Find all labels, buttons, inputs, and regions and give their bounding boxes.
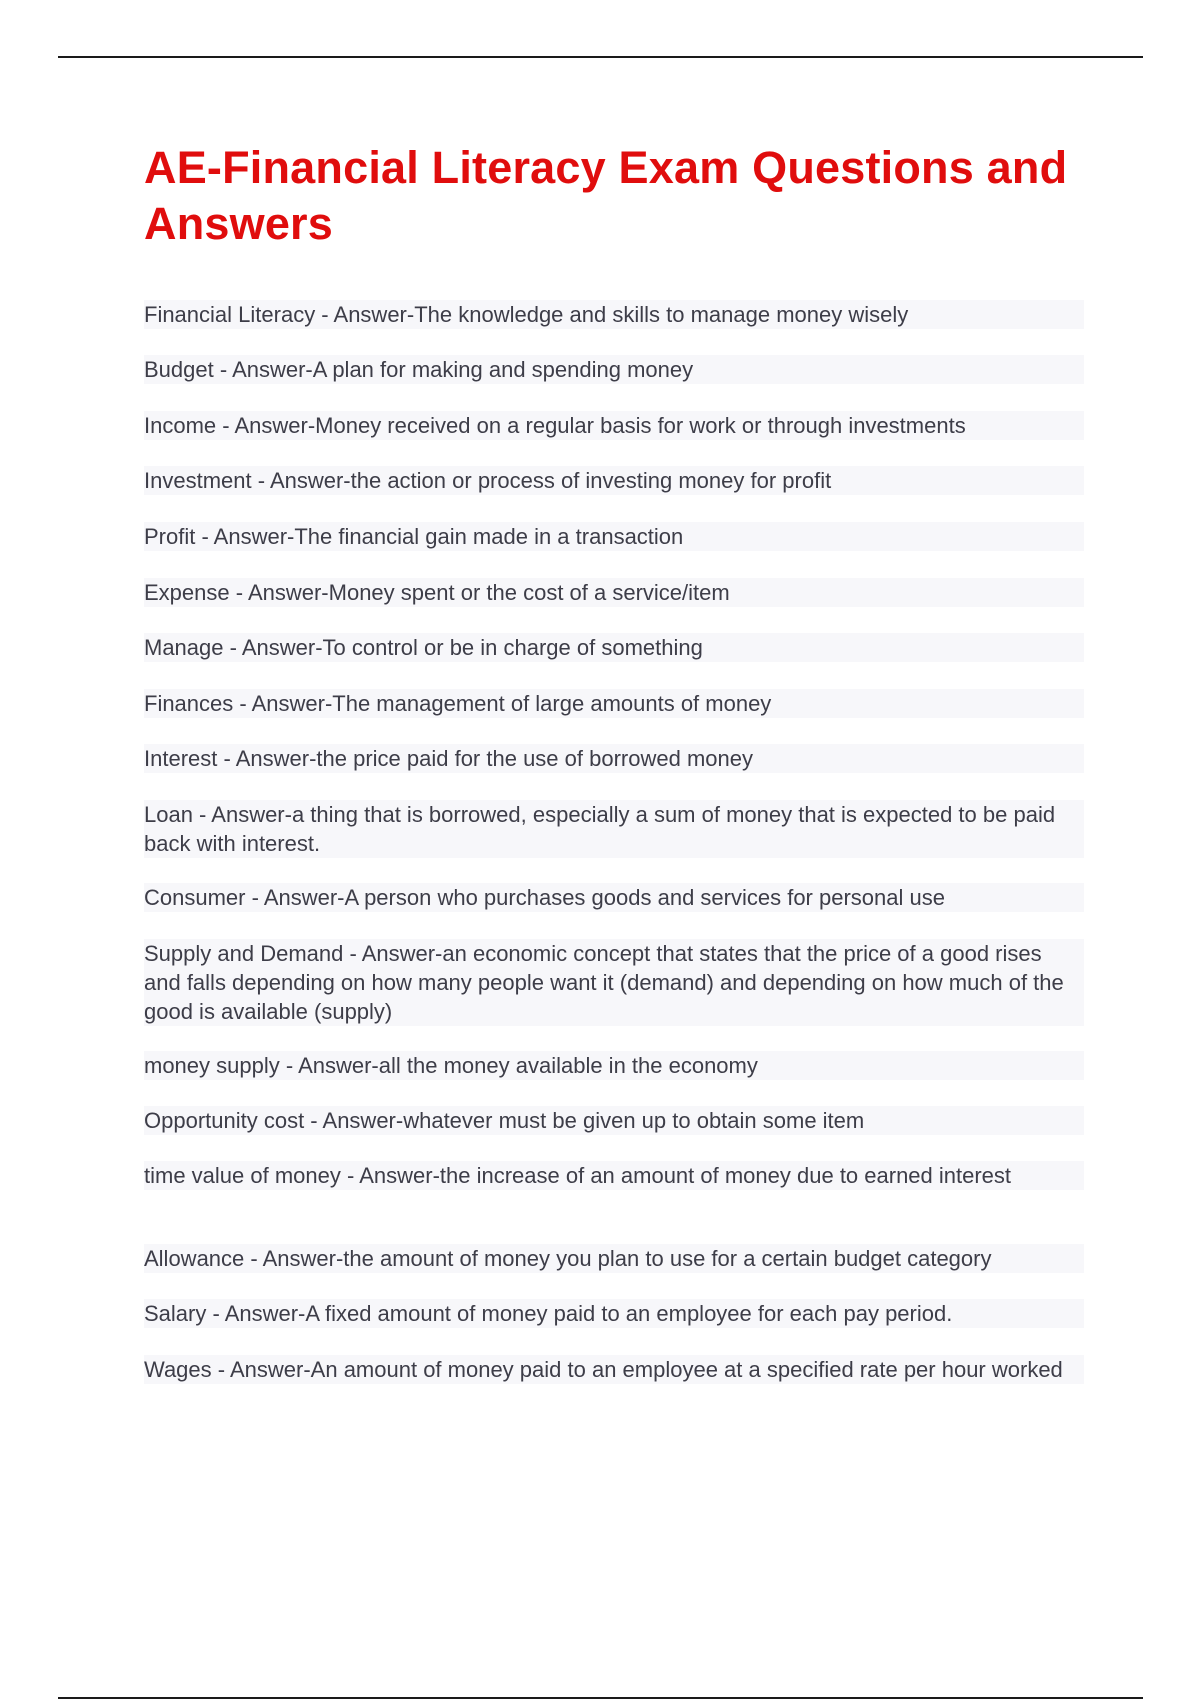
top-rule xyxy=(58,56,1143,58)
qa-entry: Investment - Answer-the action or process of investing money for profit xyxy=(144,466,1084,495)
qa-entry: Allowance - Answer-the amount of money you plan to use for a certain budget category xyxy=(144,1244,1084,1273)
qa-entry: time value of money - Answer-the increase of an amount of money due to earned interest xyxy=(144,1161,1084,1190)
qa-entry: Financial Literacy - Answer-The knowledge and skills to manage money wisely xyxy=(144,300,1084,329)
qa-entry: Manage - Answer-To control or be in charge of something xyxy=(144,633,1084,662)
qa-entry: money supply - Answer-all the money available in the economy xyxy=(144,1051,1084,1080)
qa-entry: Profit - Answer-The financial gain made in a transaction xyxy=(144,522,1084,551)
page-title: AE-Financial Literacy Exam Questions and Answers xyxy=(144,142,1068,249)
bottom-rule xyxy=(58,1697,1143,1699)
qa-entry: Budget - Answer-A plan for making and spending money xyxy=(144,355,1084,384)
qa-entry: Interest - Answer-the price paid for the use of borrowed money xyxy=(144,744,1084,773)
qa-entry: Wages - Answer-An amount of money paid to an employee at a specified rate per hour worked xyxy=(144,1355,1084,1384)
qa-entry: Finances - Answer-The management of large amounts of money xyxy=(144,689,1084,718)
qa-entry: Opportunity cost - Answer-whatever must be given up to obtain some item xyxy=(144,1106,1084,1135)
qa-entry: Salary - Answer-A fixed amount of money paid to an employee for each pay period. xyxy=(144,1299,1084,1328)
qa-entry: Consumer - Answer-A person who purchases goods and services for personal use xyxy=(144,883,1084,912)
qa-entry: Loan - Answer-a thing that is borrowed, especially a sum of money that is expected to be paid back with interest. xyxy=(144,800,1084,858)
qa-entry: Supply and Demand - Answer-an economic concept that states that the price of a good rises and falls depending on how many people want it (demand) and depending on how much of the good is available (supply) xyxy=(144,939,1084,1026)
qa-entry: Expense - Answer-Money spent or the cost of a service/item xyxy=(144,578,1084,607)
document-body xyxy=(144,140,1084,1382)
qa-entry: Income - Answer-Money received on a regular basis for work or through investments xyxy=(144,411,1084,440)
